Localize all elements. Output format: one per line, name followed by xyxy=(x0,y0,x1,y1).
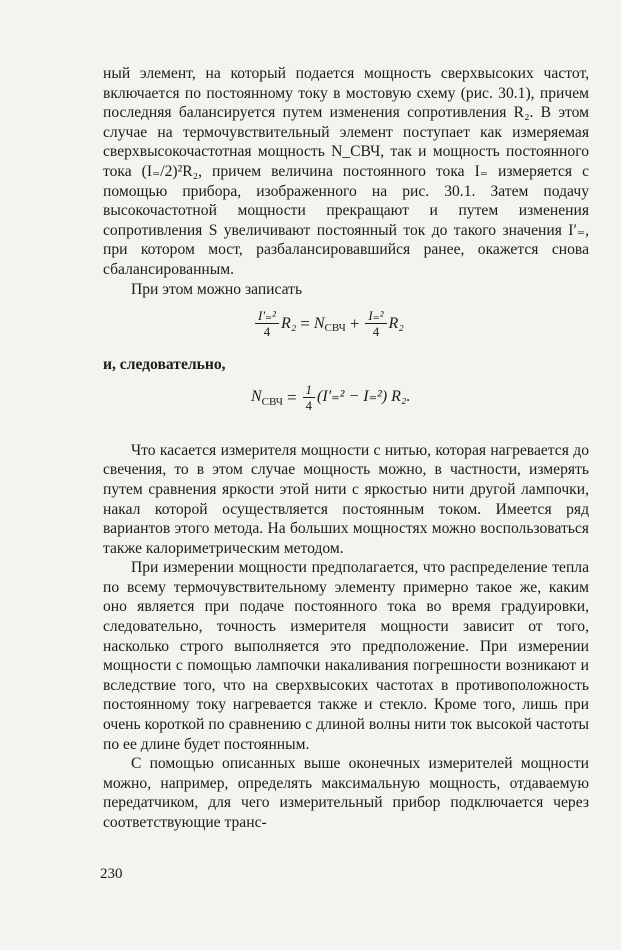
equation-1 xyxy=(103,299,589,355)
eq1-right-denominator: 4 xyxy=(372,324,380,340)
eq1-right-numerator: I₌² xyxy=(365,309,386,324)
eq1-left-numerator: I′₌² xyxy=(255,309,279,324)
paragraph-4: Что касается измерителя мощности с нитью, которая нагревается до свечения, то в этом случае мощность можно, в частности, измерять путем сравнения яркости этой нити с яркостью нити другой лампочки, накал которой осуществляется постоянным током. Имеется ряд вариантов этого метода. На больших мощностях можно воспользоваться также калориметрическим методом. xyxy=(103,441,589,557)
paragraph-1: ный элемент, на который подается мощность сверхвысоких частот, включается по постоянному току в мостовую схему (рис. 30.1), причем последняя балансируется путем изменения сопротивления R₂. В этом случае на термочувствительный элемент поступает как измеряемая сверхвысокочастотная мощность N_СВЧ, так и мощность постоянного тока (I₌/2)²R₂, причем величина постоянного тока I₌ измеряется с помощью прибора, изображенного на рис. 30.1. Затем подачу высокочастотной мощности прекращают и путем изменения сопротивления S увеличивают постоянный ток до такого значения I′₌, при котором мост, разбалансировавшийся ранее, окажется снова сбалансированным. xyxy=(103,65,589,278)
eq2-body: (I′₌² − I₌²) R₂. xyxy=(317,388,411,406)
eq2-denominator: 4 xyxy=(305,397,313,413)
paragraph-3: и, следовательно, xyxy=(103,356,226,374)
page-body xyxy=(103,64,589,833)
eq1-plus: + xyxy=(349,314,360,334)
eq1-right-fraction xyxy=(365,309,386,338)
paragraph-2: При этом можно записать xyxy=(131,280,303,298)
eq2-numerator: 1 xyxy=(303,383,316,398)
eq1-left-denominator: 4 xyxy=(263,324,271,340)
eq2-fraction xyxy=(303,383,316,412)
page-number: 230 xyxy=(100,866,123,882)
eq1-left-fraction xyxy=(255,309,279,338)
eq1-left-resistance: R₂ xyxy=(280,314,297,332)
eq1-power: N xyxy=(313,314,325,332)
eq1-equals: = xyxy=(300,314,310,334)
eq1-power-subscript: СВЧ xyxy=(324,322,346,335)
paragraph-6: С помощью описанных выше оконечных измерителей мощности можно, например, определять максимальную мощность, отдаваемую передатчиком, для чего измерительный прибор подключается через соответствующие транс- xyxy=(103,755,589,831)
paragraph-5: При измерении мощности предполагается, что распределение тепла по всему термочувствительному элементу примерно такое же, каким оно является при подаче постоянного тока во время градуировки, следовательно, точность измерителя мощности зависит от того, насколько строго выполняется это предположение. При измерении мощности с помощью лампочки накаливания погрешности возникают и вследствие того, что на сверхвысоких частотах в противоположность постоянному току нагревается также и стекло. Кроме того, лишь при очень короткой по сравнению с длиной волны нити ток высокой частоты по ее длине будет постоянным. xyxy=(103,559,589,753)
eq1-right-resistance: R₂ xyxy=(388,314,404,332)
eq2-power: N xyxy=(251,388,262,406)
eq2-power-subscript: СВЧ xyxy=(261,395,283,408)
equation-2 xyxy=(103,375,589,431)
eq2-equals: = xyxy=(286,387,297,407)
